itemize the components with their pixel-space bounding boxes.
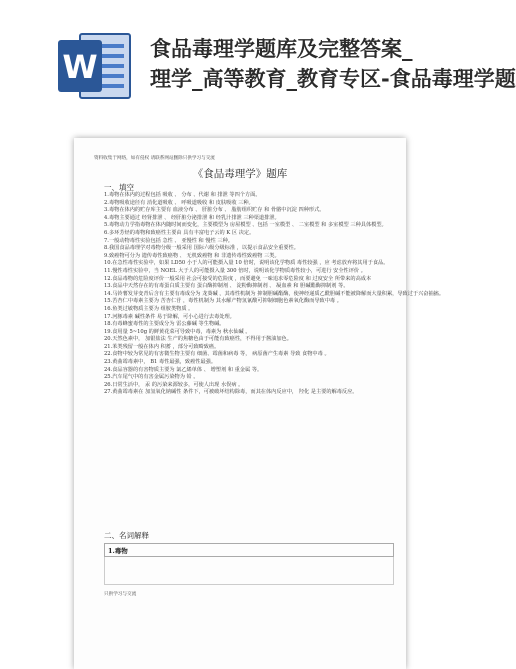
- question-item: 22.食物中较为常见的有害微生物主要有 细菌、霉菌和病毒 等， 病原菌产生毒素 导致 食物中毒 。: [104, 351, 330, 358]
- document-page: [74, 138, 445, 669]
- question-item: 26.日常生活中， 汞 的污染来源较多，可使人出现 水俣病 。: [104, 381, 244, 388]
- question-item: 23.黄曲霉毒素中， B1 毒性最强，致癌性最强。: [104, 359, 217, 366]
- question-item: 5.毒物动力学指毒物在体内随时间而变化，主要模型为 房屋模型 、包括 一室模型 、 二室模型 和 多室模型 三种具体模型。: [104, 222, 387, 229]
- question-item: 12.食品毒物的危险度评价一般采用 社会可接受的危险度 ，而要避免 一味追求零危险度 和 过度安全 所带来的高成本: [104, 275, 372, 282]
- question-item: 4.毒物主要通过 经肾排泄 、 经肝脏分泌排泄 和 经乳汁排泄 三种渠道排泄。: [104, 214, 280, 221]
- term-answer-area: [104, 557, 394, 585]
- section-fill-in: 一、填空: [104, 183, 134, 192]
- question-item: 25.汽车尾气中的有害金属污染物为 铅 。: [104, 374, 199, 381]
- word-document-icon: [58, 30, 132, 102]
- question-item: 18.有毒蜂蜜毒性的主要成分为 雷公藤碱 等生物碱。: [104, 321, 225, 328]
- document-title: 《食品毒理学》题库: [192, 168, 288, 180]
- question-item: 8.我国食品毒理学对毒物分级一般采用 国际六级分级标准 ，以提示食品安全重要性。: [104, 245, 299, 252]
- question-item: 16.鱼类过敏物质主要为 组胺类物质 。: [104, 305, 194, 312]
- question-item: 13.食品中天然存在的有毒蛋白质主要有 蛋白酶抑制剂 、 淀粉酶抑制剂 、 凝血素 和 胆碱酯酶抑制剂 等。: [104, 283, 349, 290]
- question-item: 9.致癌物可分为 遗传毒性致癌物 、 无机致癌物 和 非遗传毒性致癌物 三类。: [104, 252, 280, 259]
- banner-title-line-1: 食品毒理学题库及完整答案_: [150, 37, 413, 61]
- question-item: 14.马铃薯发芽变青后含有主要有毒成分为 龙葵碱 ，其毒性机制为 抑制胆碱酯酶，使神经递质乙酰胆碱不能被降解而大量积累，导致过于兴奋抽搐。: [104, 290, 445, 297]
- question-item: 21.苯类残留一般在体内 积蓄 ，部分可致畸致癌。: [104, 343, 220, 350]
- question-list: [104, 192, 445, 397]
- question-item: 3.毒物在体内的贮存库主要有 血液分布 、 肝脏分布 、 脂肪组织贮存 和 骨骼中沉淀 四种形式。: [104, 207, 325, 214]
- banner-title: [150, 34, 516, 94]
- term-box: [104, 543, 394, 557]
- question-item: 17.河豚毒素 碱性条件 易于降解，可小心进行去毒处理。: [104, 313, 235, 320]
- question-item: 24.食品容器的有害物质主要为 氯乙烯单体 、 增塑剂 和 重金属 等。: [104, 366, 263, 373]
- term-label: 1.毒物: [108, 547, 128, 555]
- question-item: 2.毒物吸收途径有 消化道吸收 、 呼吸道吸收 和 皮肤吸收 三种。: [104, 199, 254, 206]
- header-note: 资料收集于网络，如有侵权 请联系网站删除只供学习与交流: [94, 156, 215, 161]
- question-item: 19.食用量 5~10g 的鲜黄花菜可导致中毒，毒素为 秋水仙碱 。: [104, 328, 251, 335]
- question-item: 20.天然色素中， 加银盐法 生产的焦糖色由于可能有致癌性，不得用于酱油加色。: [104, 336, 292, 343]
- word-logo-letter: W: [62, 48, 98, 86]
- question-item: 6.多环芳烃的毒物和致癌性主要由 具有丰富电子云的 K 区 决定。: [104, 229, 255, 236]
- banner-title-line-2: 理学_高等教育_教育专区-食品毒理学题: [150, 67, 516, 91]
- question-item: 1.毒物在体内的过程包括 吸收 、 分布 、代谢 和 排泄 等四个方面。: [104, 192, 261, 198]
- section-definitions: 二、名词解释: [104, 531, 149, 540]
- question-item: 7.一般动物毒性实验包括 急性 、 亚慢性 和 慢性 三种。: [104, 237, 233, 244]
- question-item: 11.慢性毒性实验中，当 NOEL 大于人的可能摄入量 300 倍时，说明该化学物质毒性较小，可进行 安全性评价 。: [104, 267, 366, 274]
- question-item: 27.黄曲霉毒素在 加氢氧化钠碱性 条件下，可被破坏结构除毒，而其在体内反应中， 羟化 是主要的解毒反应。: [104, 389, 358, 396]
- question-item: 15.苦杏仁中毒素主要为 苦杏仁苷 ，毒性机制为 其水解产物氢氰酸可抑制细胞色素氧化酶而导致中毒 。: [104, 298, 342, 305]
- question-item: 10.在急性毒性实验中，如果 LD50 小于人的可能摄入量 10 倍时，说明该化学物质 毒性较强 ，应 考虑放弃将其用于食品。: [104, 260, 389, 267]
- footer-note: 只供学习与交流: [104, 592, 137, 597]
